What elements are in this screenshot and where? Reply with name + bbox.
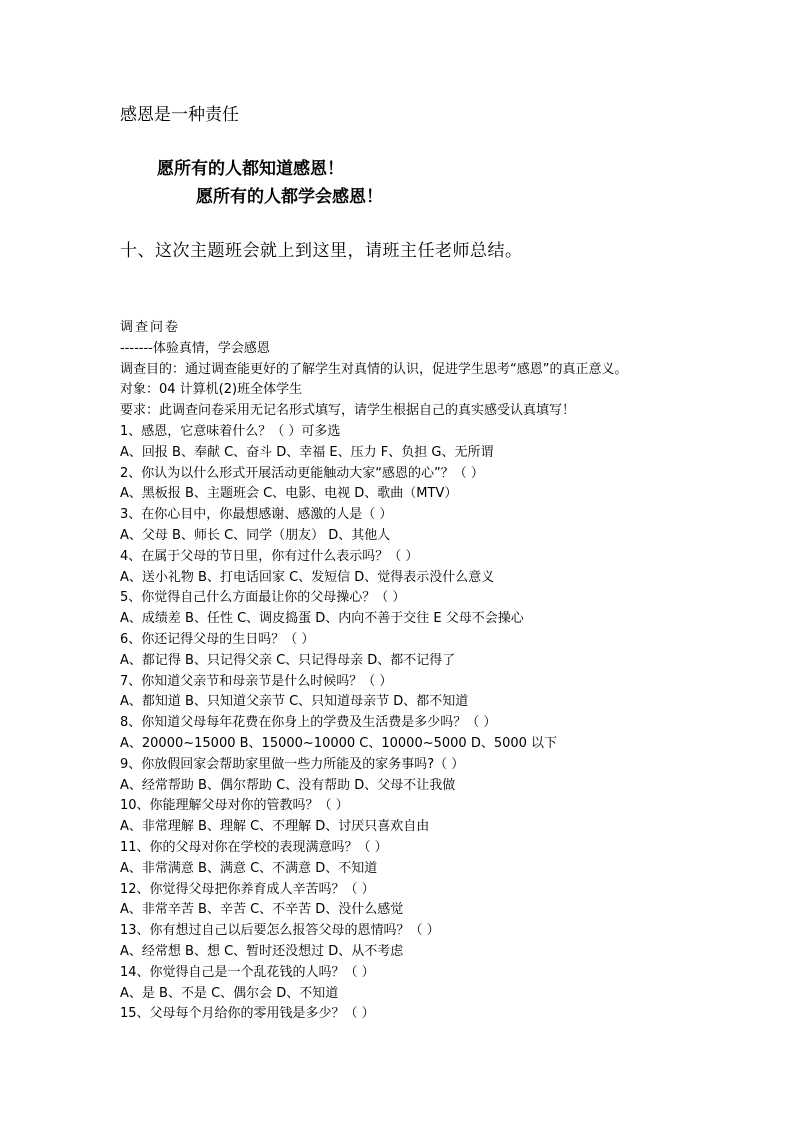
question-text: 15、父母每个月给你的零用钱是多少？（ ） [120,1006,375,1022]
survey-requirement: 要求：此调查问卷采用无记名形式填写，请学生根据自己的真实感受认真填写！ [120,403,576,419]
answer-options: A、非常满意 B、满意 C、不满意 D、不知道 [120,860,378,876]
motto-line-1: 愿所有的人都知道感恩！ [157,159,344,179]
answer-options: A、都记得 B、只记得父亲 C、只记得母亲 D、都不记得了 [120,652,456,668]
question-text: 6、你还记得父母的生日吗？（ ） [120,631,315,647]
question-text: 5、你觉得自己什么方面最让你的父母操心？（ ） [120,590,406,606]
section-heading: 感恩是一种责任 [120,105,239,125]
question-text: 2、你认为以什么形式开展活动更能触动大家“感恩的心”？（ ） [120,465,484,481]
survey-target: 对象：04 计算机(2)班全体学生 [120,382,303,398]
answer-options: A、非常辛苦 B、辛苦 C、不辛苦 D、没什么感觉 [120,902,404,918]
question-text: 8、你知道父母每年花费在你身上的学费及生活费是多少吗？（ ） [120,715,497,731]
answer-options: A、非常理解 B、理解 C、不理解 D、讨厌只喜欢自由 [120,819,430,835]
question-text: 11、你的父母对你在学校的表现满意吗？（ ） [120,839,388,855]
answer-options: A、经常帮助 B、偶尔帮助 C、没有帮助 D、父母不让我做 [120,777,456,793]
question-list [120,422,680,1025]
question-text: 9、你放假回家会帮助家里做一些力所能及的家务事吗?（ ） [120,756,465,772]
survey-title: 调查问卷 [120,320,181,335]
answer-options: A、20000~15000 B、15000~10000 C、10000~5000 D、5000 以下 [120,735,558,751]
question-text: 14、你觉得自己是一个乱花钱的人吗？（ ） [120,964,375,980]
survey-purpose: 调查目的：通过调查能更好的了解学生对真情的认识，促进学生思考“感恩”的真正意义。 [120,361,628,377]
survey-questionnaire [120,318,680,1025]
answer-options: A、成绩差 B、任性 C、调皮捣蛋 D、内向不善于交往 E 父母不会操心 [120,611,524,627]
question-text: 10、你能理解父母对你的管教吗？（ ） [120,798,349,814]
question-text: 1、感恩，它意味着什么？（ ）可多选 [120,423,341,439]
survey-subtitle: -------体验真情，学会感恩 [120,340,270,356]
question-text: 13、你有想过自己以后要怎么报答父母的恩情吗？（ ） [120,923,440,939]
answer-options: A、黑板报 B、主题班会 C、电影、电视 D、歌曲（MTV） [120,486,458,502]
answer-options: A、回报 B、奉献 C、奋斗 D、幸福 E、压力 F、负担 G、无所谓 [120,444,494,460]
question-text: 3、在你心目中，你最想感谢、感激的人是（ ） [120,507,393,523]
answer-options: A、父母 B、师长 C、同学（朋友） D、其他人 [120,527,391,543]
answer-options: A、是 B、不是 C、偶尔会 D、不知道 [120,985,339,1001]
question-text: 12、你觉得父母把你养育成人辛苦吗？（ ） [120,881,375,897]
answer-options: A、都知道 B、只知道父亲节 C、只知道母亲节 D、都不知道 [120,694,469,710]
question-text: 4、在属于父母的节日里，你有过什么表示吗？（ ） [120,548,419,564]
answer-options: A、经常想 B、想 C、暂时还没想过 D、从不考虑 [120,943,404,959]
closing-statement: 十、这次主题班会就上到这里，请班主任老师总结。 [120,241,523,261]
question-text: 7、你知道父亲节和母亲节是什么时候吗？（ ） [120,673,393,689]
answer-options: A、送小礼物 B、打电话回家 C、发短信 D、觉得表示没什么意义 [120,569,495,585]
motto-line-2: 愿所有的人都学会感恩！ [196,187,383,207]
